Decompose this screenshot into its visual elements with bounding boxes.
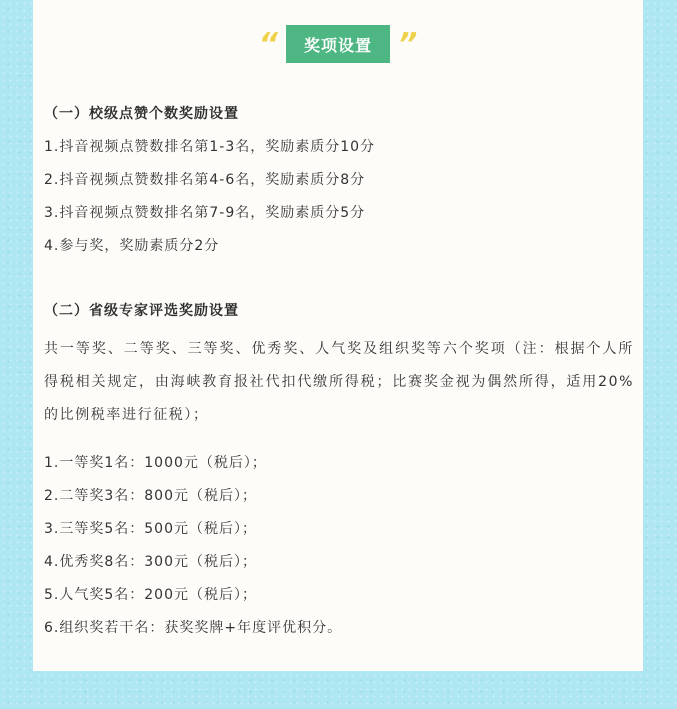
section1-item: 4.参与奖，奖励素质分2分 <box>44 238 220 254</box>
left-quote-mark: “ <box>258 27 278 62</box>
section2-intro: 共一等奖、二等奖、三等奖、优秀奖、人气奖及组织奖等六个奖项（注：根据个人所得税相关规定，由海峡教育报社代扣代缴所得税；比赛奖金视为偶然所得，适用20%的比例税率进行征税）； <box>44 341 634 423</box>
page-title: 奖项设置 <box>303 35 372 55</box>
right-quote-mark: ” <box>398 27 418 62</box>
prize-item: 2.二等奖3名：800元（税后）； <box>44 488 257 504</box>
prize-item: 1.一等奖1名：1000元（税后）； <box>44 455 267 471</box>
prize-item: 4.优秀奖8名：300元（税后）； <box>44 554 257 570</box>
title-box <box>286 25 390 63</box>
section-header <box>33 24 643 64</box>
section1-heading: （一）校级点赞个数奖励设置 <box>44 106 239 122</box>
section1-item: 2.抖音视频点赞数排名第4-6名，奖励素质分8分 <box>44 172 366 188</box>
section1-item: 1.抖音视频点赞数排名第1-3名，奖励素质分10分 <box>44 139 376 155</box>
prize-item: 3.三等奖5名：500元（税后）； <box>44 521 257 537</box>
prize-item: 5.人气奖5名：200元（税后）； <box>44 587 257 603</box>
prize-item: 6.组织奖若干名：获奖奖牌+年度评优积分。 <box>44 620 343 636</box>
section1-item: 3.抖音视频点赞数排名第7-9名，奖励素质分5分 <box>44 205 366 221</box>
content-card <box>33 0 643 671</box>
section2-heading: （二）省级专家评选奖励设置 <box>44 303 239 319</box>
